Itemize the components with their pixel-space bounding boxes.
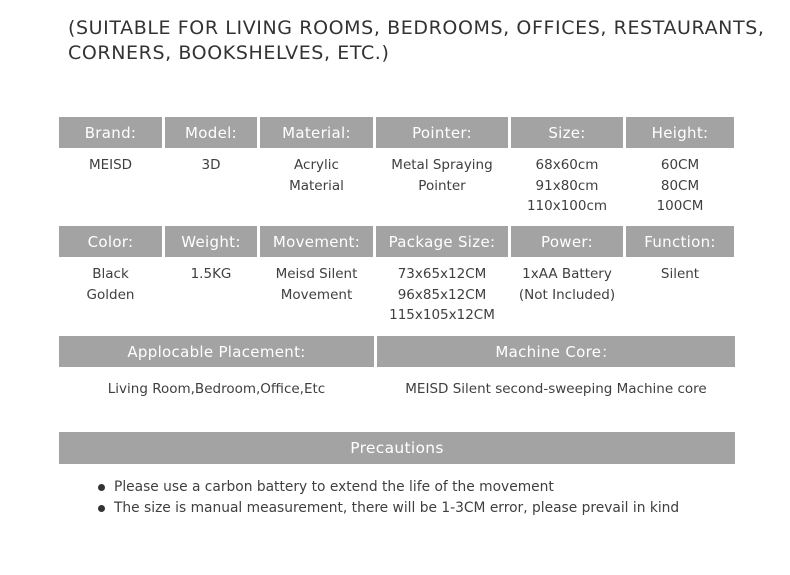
height-value: 60CM 80CM 100CM [656,157,704,214]
function-value: Silent [660,266,700,282]
height-header: Height: [626,117,734,148]
pointer-header: Pointer: [376,117,508,148]
placement-header: Applocable Placement: [59,336,374,367]
color-value: Black Golden [86,266,135,303]
precaution-text: The size is manual measurement, there will be 1-3CM error, please prevail in kind [114,500,680,516]
list-item [98,477,679,498]
function-header: Function: [626,226,734,257]
pointer-value: Metal Spraying Pointer [391,157,493,194]
placement-value: Living Room,Bedroom,Office,Etc [107,381,326,397]
bullet-icon [98,484,105,491]
color-header: Color: [59,226,162,257]
power-header: Power: [511,226,623,257]
weight-value: 1.5KG [190,266,232,282]
brand-value: MEISD [88,157,133,173]
precaution-text: Please use a carbon battery to extend the life of the movement [114,479,554,495]
package-size-header: Package Size: [376,226,508,257]
precautions-list [98,477,679,519]
machine-core-value: MEISD Silent second-sweeping Machine core [405,381,707,397]
power-value: 1xAA Battery (Not Included) [518,266,616,303]
material-value: Acrylic Material [289,157,344,194]
movement-header: Movement: [260,226,373,257]
weight-header: Weight: [165,226,257,257]
model-header: Model: [165,117,257,148]
page-heading: (SUITABLE FOR LIVING ROOMS, BEDROOMS, OFFICES, RESTAURANTS, CORNERS, BOOKSHELVES, ETC.) [68,17,765,64]
size-value: 68x60cm 91x80cm 110x100cm [526,157,608,214]
list-item [98,498,679,519]
material-header: Material: [260,117,373,148]
spec-table-row-2 [59,226,735,326]
bullet-icon [98,505,105,512]
precautions-title: Precautions [59,432,735,464]
brand-header: Brand: [59,117,162,148]
model-value: 3D [201,157,221,173]
machine-core-header: Machine Core： [377,336,735,367]
package-size-value: 73x65x12CM 96x85x12CM 115x105x12CM [389,266,495,323]
spec-table-row-3 [59,336,735,400]
movement-value: Meisd Silent Movement [275,266,358,303]
spec-table-row-1 [59,117,735,217]
size-header: Size: [511,117,623,148]
